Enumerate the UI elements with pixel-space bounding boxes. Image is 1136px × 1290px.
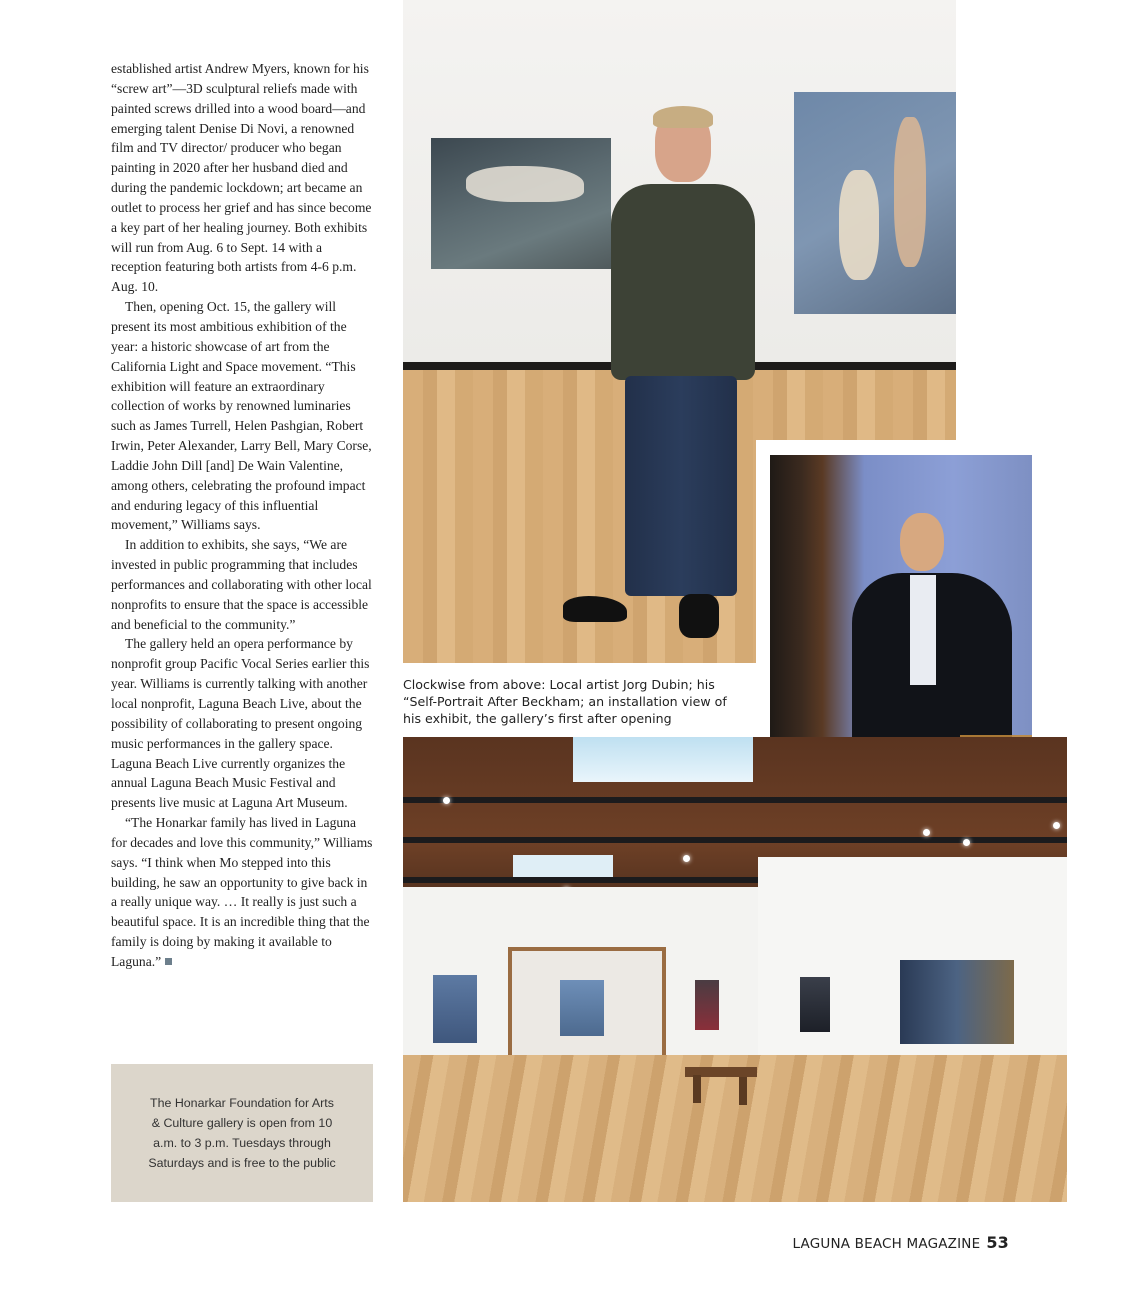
article-paragraph: Then, opening Oct. 15, the gallery will present its most ambitious exhibition of the year: a historic showcase of art from the California Light and Space movement. “This exhibition will feature an extraordinary collection of works by renowned luminaries such as James Turrell, Helen Pashgian, Robert Irwin, Peter Alexander, Larry Bell, Mary Corse, Laddie John Dill [and] De Wain Valentine, among others, celebrating the profound impact and enduring legacy of this influential movement,” Williams says. <box>111 299 372 533</box>
wall-painting <box>900 960 1014 1044</box>
gallery-interior-photo <box>403 737 1067 1202</box>
reclining-figure-painting <box>431 138 611 269</box>
wall-painting <box>433 975 477 1043</box>
two-figures-painting <box>794 92 956 314</box>
page-footer <box>792 1233 1009 1252</box>
article-paragraph-text: “The Honarkar family has lived in Laguna for decades and love this community,” Williams says. “I think when Mo stepped into this building, he saw an opportunity to give back in a really unique way. … It really is just such a beautiful space. It is an incredible thing that the family is doing by making it available to Laguna.” <box>111 815 373 969</box>
skylight <box>513 855 613 877</box>
wood-floor <box>403 1055 1067 1202</box>
wall-painting <box>560 980 604 1036</box>
info-box-text: The Honarkar Foundation for Arts & Culture gallery is open from 10 a.m. to 3 p.m. Tuesdays through Saturdays and is free to the public <box>148 1096 336 1170</box>
magazine-name: LAGUNA BEACH MAGAZINE <box>792 1236 981 1252</box>
skylight <box>573 737 753 782</box>
article-body <box>111 59 375 972</box>
photo-caption: Clockwise from above: Local artist Jorg Dubin; his “Self-Portrait After Beckham; an installation view of his exhibit, the gallery’s first after opening <box>403 677 727 726</box>
page-number: 53 <box>986 1233 1009 1252</box>
wall-painting <box>695 980 719 1030</box>
article-paragraph: established artist Andrew Myers, known for his “screw art”—3D sculptural reliefs made with painted screws drilled into a wood board—and emerging talent Denise Di Novi, a renowned film and TV director/ producer who began painting in 2020 after her husband died and during the pandemic lockdown; art became an outlet to process her grief and has since become a key part of her healing journey. Both exhibits will run from Aug. 6 to Sept. 14 with a reception featuring both artists from 4-6 p.m. Aug. 10. <box>111 61 372 295</box>
end-mark-icon <box>165 958 172 965</box>
artist-figure <box>603 108 763 648</box>
info-box <box>111 1064 373 1202</box>
wall-painting <box>800 977 830 1032</box>
article-paragraph: In addition to exhibits, she says, “We are invested in public programming that includes performances and collaborating with other local nonprofits to ensure that the space is accessible and beneficial to the community.” <box>111 537 372 632</box>
article-paragraph-last <box>111 813 375 972</box>
article-paragraph: The gallery held an opera performance by nonprofit group Pacific Vocal Series earlier this year. Williams is currently talking with another local nonprofit, Laguna Beach Live, about the possibility of collaborating to present ongoing music performances in the gallery space. Laguna Beach Live currently organizes the annual Laguna Beach Music Festival and presents live music at Laguna Art Museum. <box>111 636 370 811</box>
